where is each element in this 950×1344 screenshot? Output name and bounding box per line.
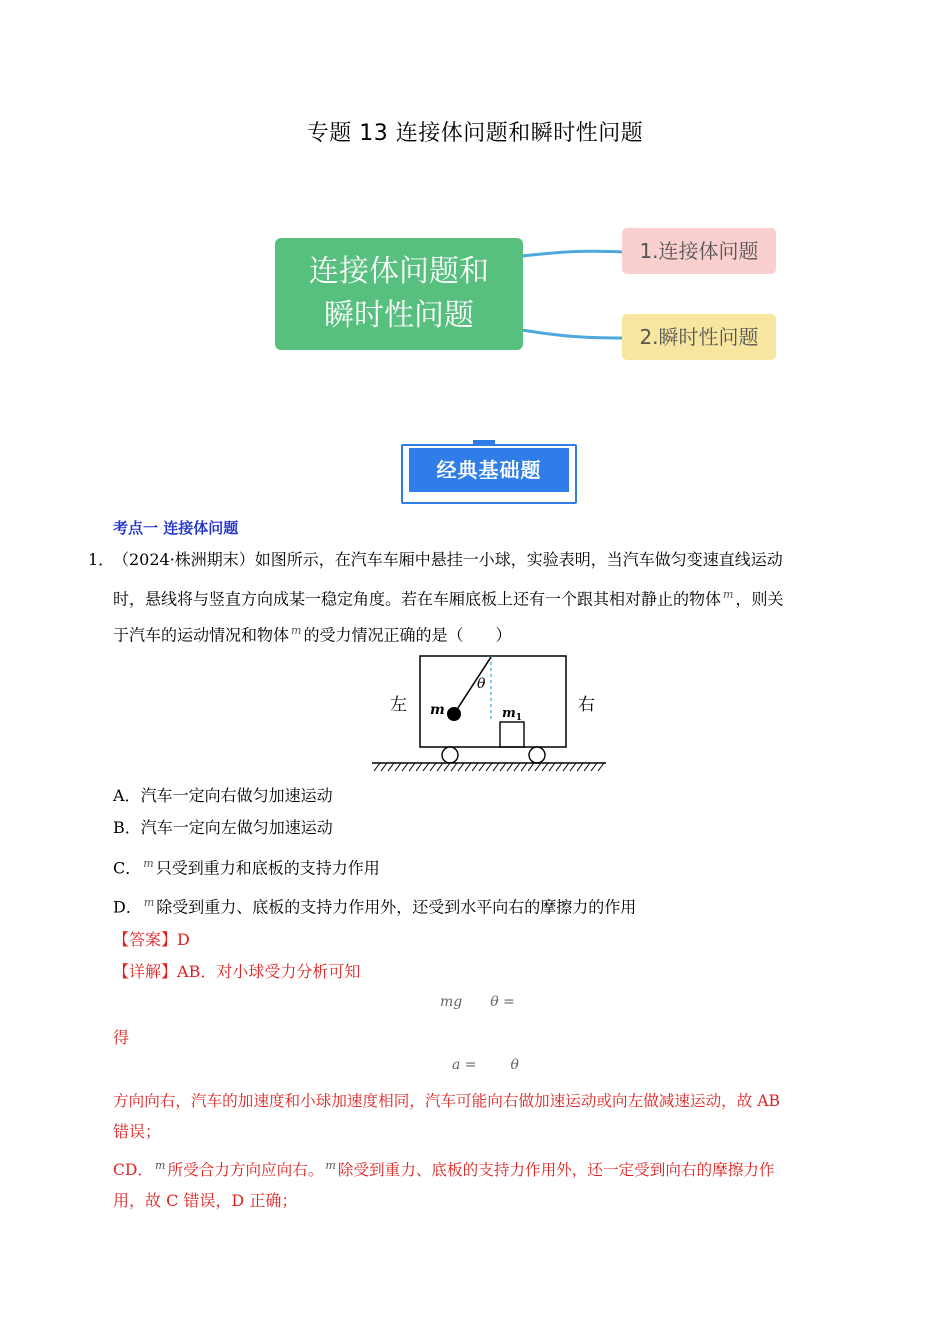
option-a-key: A．: [113, 786, 141, 805]
option-a: [113, 785, 333, 807]
option-c: [113, 853, 380, 879]
formula-1: [440, 994, 515, 1010]
m-symbol: m: [143, 896, 155, 909]
mindmap-main-line1: 连接体问题和: [309, 254, 489, 289]
wheel-left: [442, 747, 458, 763]
question-line-3: [113, 620, 511, 646]
explanation-para1-line1: 方向向右，汽车的加速度和小球加速度相同，汽车可能向右做加速运动或向左做减速运动，故 AB: [113, 1092, 781, 1110]
formula-2a: a =: [452, 1057, 477, 1073]
formula-1a: mg: [440, 994, 463, 1010]
formula-2: [452, 1057, 519, 1073]
detail-line: [113, 961, 360, 983]
m-symbol: m: [291, 624, 302, 637]
para2-c: 除受到重力、底板的支持力作用外，还一定受到向右的摩擦力作: [337, 1161, 775, 1180]
question-line-1: （2024·株洲期末）如图所示，在汽车车厢中悬挂一小球，实验表明，当汽车做匀变速直线运动: [113, 550, 783, 569]
detail-text: AB．对小球受力分析可知: [177, 962, 361, 981]
option-d-text: 除受到重力、底板的支持力作用外，还受到水平向右的摩擦力的作用: [156, 897, 637, 917]
question-number: 1．: [88, 550, 115, 569]
option-b-key: B．: [113, 818, 141, 837]
section-heading: 考点一 连接体问题: [113, 519, 239, 537]
option-b-text: 汽车一定向左做匀加速运动: [140, 818, 333, 837]
question-line-2b: ，则关: [735, 589, 784, 609]
question-line-3a: 于汽车的运动情况和物体: [113, 625, 290, 645]
theta-label: θ: [477, 676, 486, 692]
option-b: [113, 817, 333, 839]
ball-label: m: [430, 702, 445, 718]
m-symbol: m: [325, 1159, 336, 1172]
badge-label: 经典基础题: [409, 448, 569, 492]
para2-b: 所受合力方向应向右。: [167, 1161, 324, 1180]
para2-a: CD．: [113, 1161, 154, 1180]
right-label: 右: [578, 695, 595, 715]
option-c-text: 只受到重力和底板的支持力作用: [155, 858, 380, 878]
detail-label: 【详解】: [113, 962, 178, 981]
m-symbol: m: [723, 588, 734, 601]
formula-2b: θ: [510, 1057, 519, 1073]
question-line-3b: 的受力情况正确的是（ ）: [303, 625, 512, 645]
de-text: 得: [113, 1028, 130, 1047]
option-c-key: C．: [113, 858, 142, 878]
explanation-para1-line2: 错误；: [113, 1122, 162, 1141]
option-d-key: D．: [113, 897, 142, 917]
formula-1b: θ =: [490, 994, 515, 1010]
left-label: 左: [390, 695, 407, 715]
block-label: $m_1$: [502, 706, 523, 723]
wheel-right: [529, 747, 545, 763]
mindmap-node-1: 1.连接体问题: [622, 228, 776, 274]
explanation-para2-line2: 用，故 C 错误，D 正确；: [113, 1191, 298, 1210]
option-a-text: 汽车一定向右做匀加速运动: [140, 786, 333, 805]
ball: [447, 707, 461, 721]
mindmap-node-2: 2.瞬时性问题: [622, 314, 776, 360]
block-m1: [500, 722, 524, 747]
mindmap-connectors: [520, 240, 630, 350]
question-line-2a: 时，悬线将与竖直方向成某一稳定角度。若在车厢底板上还有一个跟其相对静止的物体: [113, 589, 722, 609]
answer-label: 【答案】D: [113, 930, 190, 949]
mindmap-main-line2: 瞬时性问题: [324, 298, 474, 333]
m-symbol: m: [143, 857, 154, 870]
explanation-para2-line1: [113, 1155, 775, 1181]
car-figure: [370, 650, 610, 775]
option-d: [113, 892, 636, 918]
question-line-2: [113, 584, 783, 610]
m-symbol: m: [155, 1159, 166, 1172]
ground-hatching: [374, 763, 604, 771]
page-title: 专题 13 连接体问题和瞬时性问题: [306, 121, 644, 146]
section-badge: [401, 440, 577, 502]
string: [454, 657, 491, 714]
mindmap-main-node: [275, 238, 523, 350]
